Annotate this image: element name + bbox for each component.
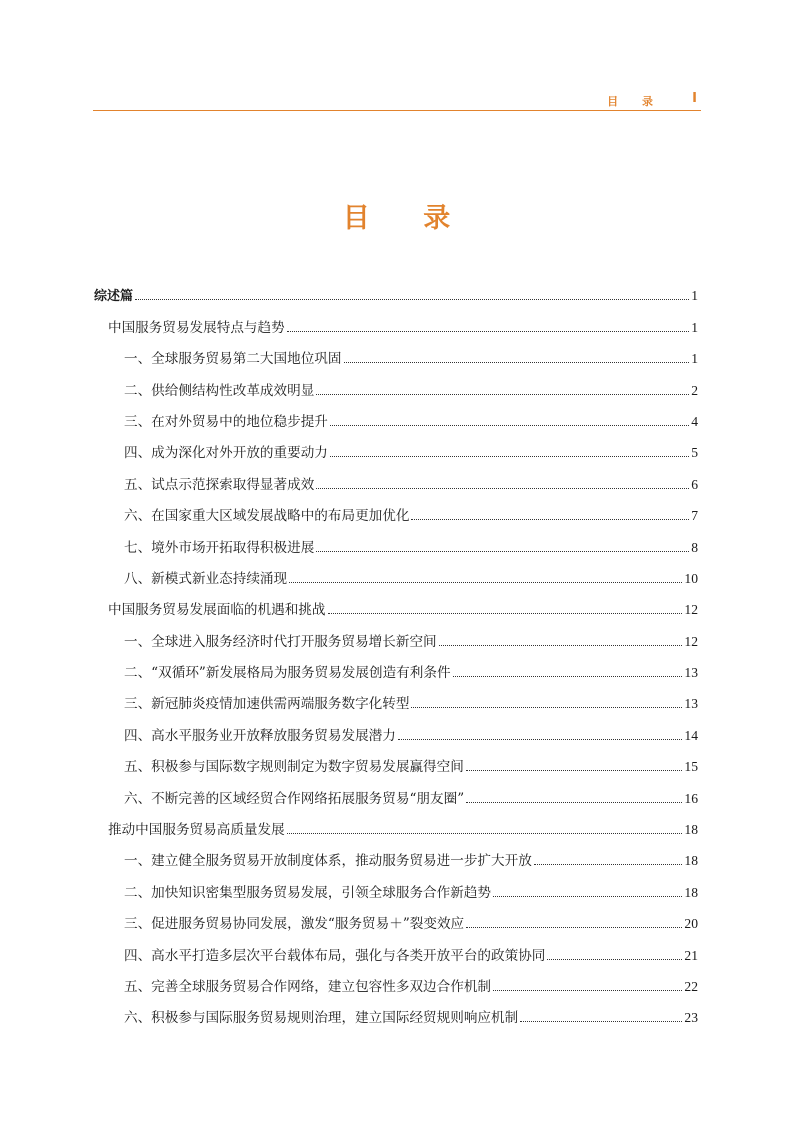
toc-entry-label: 二、“双循环”新发展格局为服务贸易发展创造有利条件: [124, 665, 451, 682]
toc-leader-dots: [316, 394, 689, 395]
toc-entry[interactable]: [94, 558, 698, 589]
toc-entry-label: 六、不断完善的区域经贸合作网络拓展服务贸易“朋友圈”: [124, 790, 465, 807]
toc-entry-page: 1: [691, 351, 698, 367]
toc-entry-label: 八、新模式新业态持续涌现: [124, 570, 288, 587]
toc-entry-page: 7: [691, 508, 698, 524]
toc-entry-page: 14: [684, 727, 698, 743]
toc-entry[interactable]: [94, 683, 698, 714]
toc-entry-label: 三、新冠肺炎疫情加速供需两端服务数字化转型: [124, 696, 410, 713]
toc-entry[interactable]: [94, 526, 698, 557]
toc-entry[interactable]: [94, 401, 698, 432]
toc-entry[interactable]: [94, 495, 698, 526]
toc-entry[interactable]: [94, 714, 698, 745]
toc-leader-dots: [534, 864, 683, 865]
toc-leader-dots: [493, 896, 682, 897]
toc-entry[interactable]: [94, 306, 698, 337]
toc-entry-page: 2: [691, 382, 698, 398]
toc-leader-dots: [466, 802, 682, 803]
toc-entry[interactable]: [94, 463, 698, 494]
toc-leader-dots: [411, 519, 689, 520]
toc-entry-page: 5: [691, 445, 698, 461]
toc-leader-dots: [289, 582, 682, 583]
toc-entry-page: 8: [691, 539, 698, 555]
toc-entry-label: 五、完善全球服务贸易合作网络，建立包容性多双边合作机制: [124, 978, 492, 995]
header-title: 目 录: [607, 95, 663, 108]
page-title: 目 录: [342, 203, 473, 234]
toc-entry-label: 三、在对外贸易中的地位稳步提升: [124, 413, 328, 430]
table-of-contents: [94, 275, 698, 1028]
toc-leader-dots: [316, 551, 689, 552]
toc-entry-label: 四、高水平服务业开放释放服务贸易发展潜力: [124, 727, 396, 744]
toc-entry-page: 18: [684, 884, 698, 900]
toc-entry-label: 综述篇: [94, 289, 134, 305]
toc-leader-dots: [398, 739, 683, 740]
toc-entry-label: 推动中国服务贸易高质量发展: [108, 822, 285, 839]
toc-entry-page: 18: [684, 853, 698, 869]
toc-leader-dots: [493, 990, 682, 991]
toc-entry[interactable]: [94, 275, 698, 306]
toc-leader-dots: [466, 770, 683, 771]
toc-entry-page: 23: [684, 1010, 698, 1026]
running-header: [93, 88, 701, 111]
toc-entry[interactable]: [94, 903, 698, 934]
toc-entry-label: 一、全球进入服务经济时代打开服务贸易增长新空间: [124, 633, 437, 650]
header-page-number: I: [692, 91, 697, 106]
toc-entry-page: 13: [684, 696, 698, 712]
toc-entry[interactable]: [94, 589, 698, 620]
toc-entry-label: 五、试点示范探索取得显著成效: [124, 476, 315, 493]
toc-entry[interactable]: [94, 652, 698, 683]
toc-entry-label: 二、加快知识密集型服务贸易发展，引领全球服务合作新趋势: [124, 884, 492, 901]
toc-entry[interactable]: [94, 777, 698, 808]
toc-leader-dots: [316, 488, 689, 489]
toc-entry-label: 四、高水平打造多层次平台载体布局，强化与各类开放平台的政策协同: [124, 947, 546, 964]
toc-entry-label: 七、境外市场开拓取得积极进展: [124, 539, 315, 556]
toc-entry-label: 中国服务贸易发展特点与趋势: [108, 319, 285, 336]
toc-entry[interactable]: [94, 871, 698, 902]
toc-entry[interactable]: [94, 966, 698, 997]
toc-entry-page: 6: [691, 476, 698, 492]
toc-entry-label: 一、建立健全服务贸易开放制度体系，推动服务贸易进一步扩大开放: [124, 853, 532, 870]
toc-entry-label: 六、积极参与国际服务贸易规则治理，建立国际经贸规则响应机制: [124, 1010, 519, 1027]
toc-leader-dots: [439, 645, 683, 646]
toc-entry-page: 4: [691, 413, 698, 429]
toc-leader-dots: [547, 959, 682, 960]
toc-entry[interactable]: [94, 432, 698, 463]
toc-entry-label: 六、在国家重大区域发展战略中的布局更加优化: [124, 508, 410, 525]
toc-leader-dots: [466, 927, 682, 928]
toc-entry-page: 10: [684, 570, 698, 586]
toc-entry-label: 一、全球服务贸易第二大国地位巩固: [124, 351, 342, 368]
toc-entry-page: 21: [684, 947, 698, 963]
toc-entry-label: 三、促进服务贸易协同发展，激发“服务贸易＋”裂变效应: [124, 916, 465, 933]
toc-entry-page: 18: [684, 822, 698, 838]
toc-entry-page: 1: [691, 319, 698, 335]
toc-entry-page: 12: [684, 633, 698, 649]
toc-entry[interactable]: [94, 809, 698, 840]
toc-leader-dots: [135, 299, 689, 300]
toc-leader-dots: [411, 707, 682, 708]
toc-leader-dots: [330, 425, 689, 426]
toc-leader-dots: [328, 613, 683, 614]
toc-leader-dots: [344, 362, 690, 363]
toc-entry-label: 四、成为深化对外开放的重要动力: [124, 445, 328, 462]
toc-entry-page: 13: [684, 665, 698, 681]
toc-leader-dots: [330, 456, 689, 457]
toc-entry[interactable]: [94, 369, 698, 400]
toc-entry-page: 15: [684, 759, 698, 775]
toc-entry-page: 12: [684, 602, 698, 618]
toc-entry[interactable]: [94, 338, 698, 369]
toc-leader-dots: [287, 833, 683, 834]
toc-entry[interactable]: [94, 934, 698, 965]
toc-entry-page: 22: [684, 978, 698, 994]
toc-leader-dots: [287, 331, 689, 332]
toc-entry-label: 二、供给侧结构性改革成效明显: [124, 382, 315, 399]
toc-entry[interactable]: [94, 840, 698, 871]
toc-entry[interactable]: [94, 997, 698, 1028]
toc-entry-page: 1: [691, 288, 698, 304]
toc-entry-page: 20: [684, 916, 698, 932]
toc-entry-label: 五、积极参与国际数字规则制定为数字贸易发展赢得空间: [124, 759, 464, 776]
toc-entry-page: 16: [684, 790, 698, 806]
toc-leader-dots: [453, 676, 683, 677]
toc-leader-dots: [520, 1021, 682, 1022]
toc-entry-label: 中国服务贸易发展面临的机遇和挑战: [108, 602, 326, 619]
toc-entry[interactable]: [94, 746, 698, 777]
toc-entry[interactable]: [94, 620, 698, 651]
